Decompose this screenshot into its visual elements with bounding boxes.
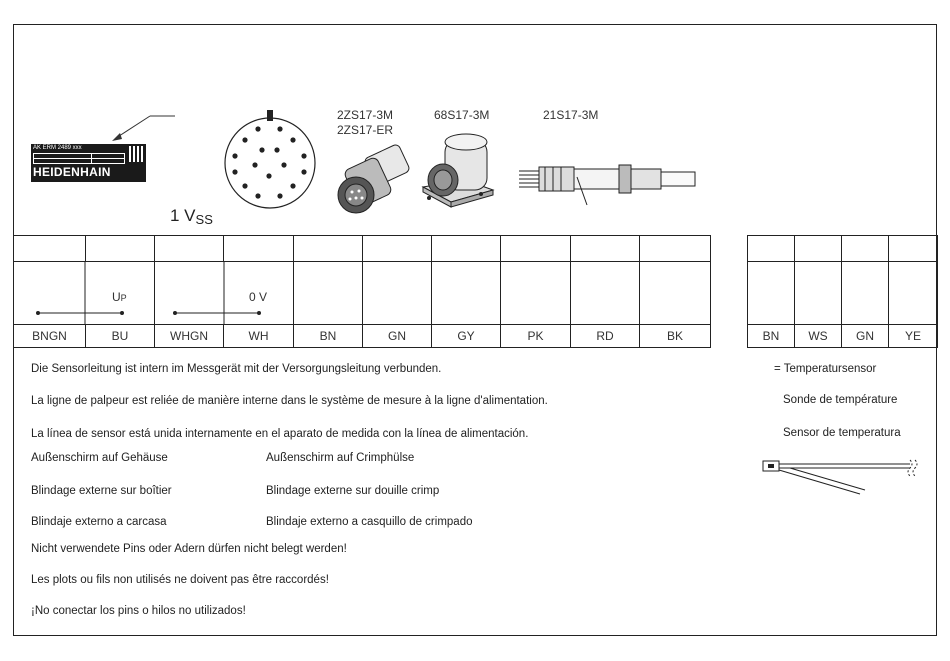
connector-label-2zs17: [337, 108, 393, 138]
up-connection-line: [14, 262, 155, 324]
temp-sensor-fr: Sonde de température: [783, 394, 898, 406]
wire-color-cell: BU: [86, 325, 155, 348]
temp-wire-color-cell: GN: [842, 325, 889, 348]
wire-color-cell: GY: [432, 325, 501, 348]
signal-row: [14, 262, 711, 325]
temp-wire-color-cell: YE: [889, 325, 938, 348]
note-shield-crimp-de: Außenschirm auf Crimphülse: [266, 452, 415, 464]
angled-flange-connector-icon: [415, 132, 500, 217]
connector-label-21s17: 21S17-3M: [543, 108, 599, 122]
note-sensor-fr: La ligne de palpeur est reliée de manière interne dans le système de mesure à la ligne d'alimentation.: [31, 395, 548, 407]
up-label-sub: P: [120, 293, 127, 303]
connector-label-68s17: 68S17-3M: [434, 108, 490, 122]
temp-wire-color-row: [748, 325, 938, 348]
connector-pin-face-icon: [220, 110, 320, 210]
zero-volt-label: 0 V: [249, 290, 268, 304]
id-label-card: [31, 144, 146, 182]
up-power-cell: [14, 262, 155, 325]
zero-volt-connection-line: [155, 262, 294, 324]
wire-color-cell: GN: [363, 325, 432, 348]
pin-number-row: [14, 236, 711, 262]
wire-color-cell: BNGN: [14, 325, 86, 348]
note-sensor-de: Die Sensorleitung ist intern im Messgerät mit der Versorgungsleitung verbunden.: [31, 363, 442, 375]
note-unused-fr: Les plots ou fils non utilisés ne doivent pas être raccordés!: [31, 574, 329, 586]
cable-coupling-connector-icon: [515, 155, 705, 210]
note-shield-housing-fr: Blindage externe sur boîtier: [31, 485, 172, 497]
wire-color-cell: WHGN: [155, 325, 224, 348]
note-shield-crimp-es: Blindaje externo a casquillo de crimpado: [266, 516, 473, 528]
label-brand: HEIDENHAIN: [33, 165, 111, 179]
zero-volt-cell: [155, 262, 294, 325]
temperature-sensor-icon: [760, 452, 930, 502]
note-shield-housing-es: Blindaje externo a carcasa: [31, 516, 167, 528]
temp-wire-color-cell: BN: [748, 325, 795, 348]
signal-sub: SS: [195, 212, 213, 227]
wire-color-row: [14, 325, 711, 348]
wire-color-cell: PK: [501, 325, 571, 348]
note-unused-de: Nicht verwendete Pins oder Adern dürfen nicht belegt werden!: [31, 543, 347, 555]
qr-code-icon: [129, 146, 143, 162]
wire-color-cell: RD: [571, 325, 640, 348]
wire-color-cell: BN: [294, 325, 363, 348]
main-pinout-table: [13, 235, 711, 348]
note-sensor-es: La línea de sensor está unida internamente en el aparato de medida con la línea de alimentación.: [31, 428, 529, 440]
straight-connector-icon: [328, 140, 413, 220]
note-unused-es: ¡No conectar los pins o hilos no utilizados!: [31, 605, 246, 617]
up-label-main: U: [112, 290, 121, 304]
connector-2zs17-er: 2ZS17-ER: [337, 123, 394, 137]
note-shield-housing-de: Außenschirm auf Gehäuse: [31, 452, 168, 464]
signal-main: 1 V: [170, 206, 196, 225]
signal-type-label: [170, 206, 213, 227]
wire-color-cell: WH: [224, 325, 294, 348]
note-shield-crimp-fr: Blindage externe sur douille crimp: [266, 485, 440, 497]
wire-color-cell: BK: [640, 325, 711, 348]
temp-wire-color-cell: WS: [795, 325, 842, 348]
label-code: AK ERM 2489 xxx: [33, 145, 82, 151]
connector-2zs17-3m: 2ZS17-3M: [337, 108, 394, 122]
temp-sensor-es: Sensor de temperatura: [783, 427, 901, 439]
temp-sensor-de: = Temperatursensor: [774, 363, 877, 375]
temperature-pinout-table: [747, 235, 938, 348]
up-label: [112, 290, 127, 304]
